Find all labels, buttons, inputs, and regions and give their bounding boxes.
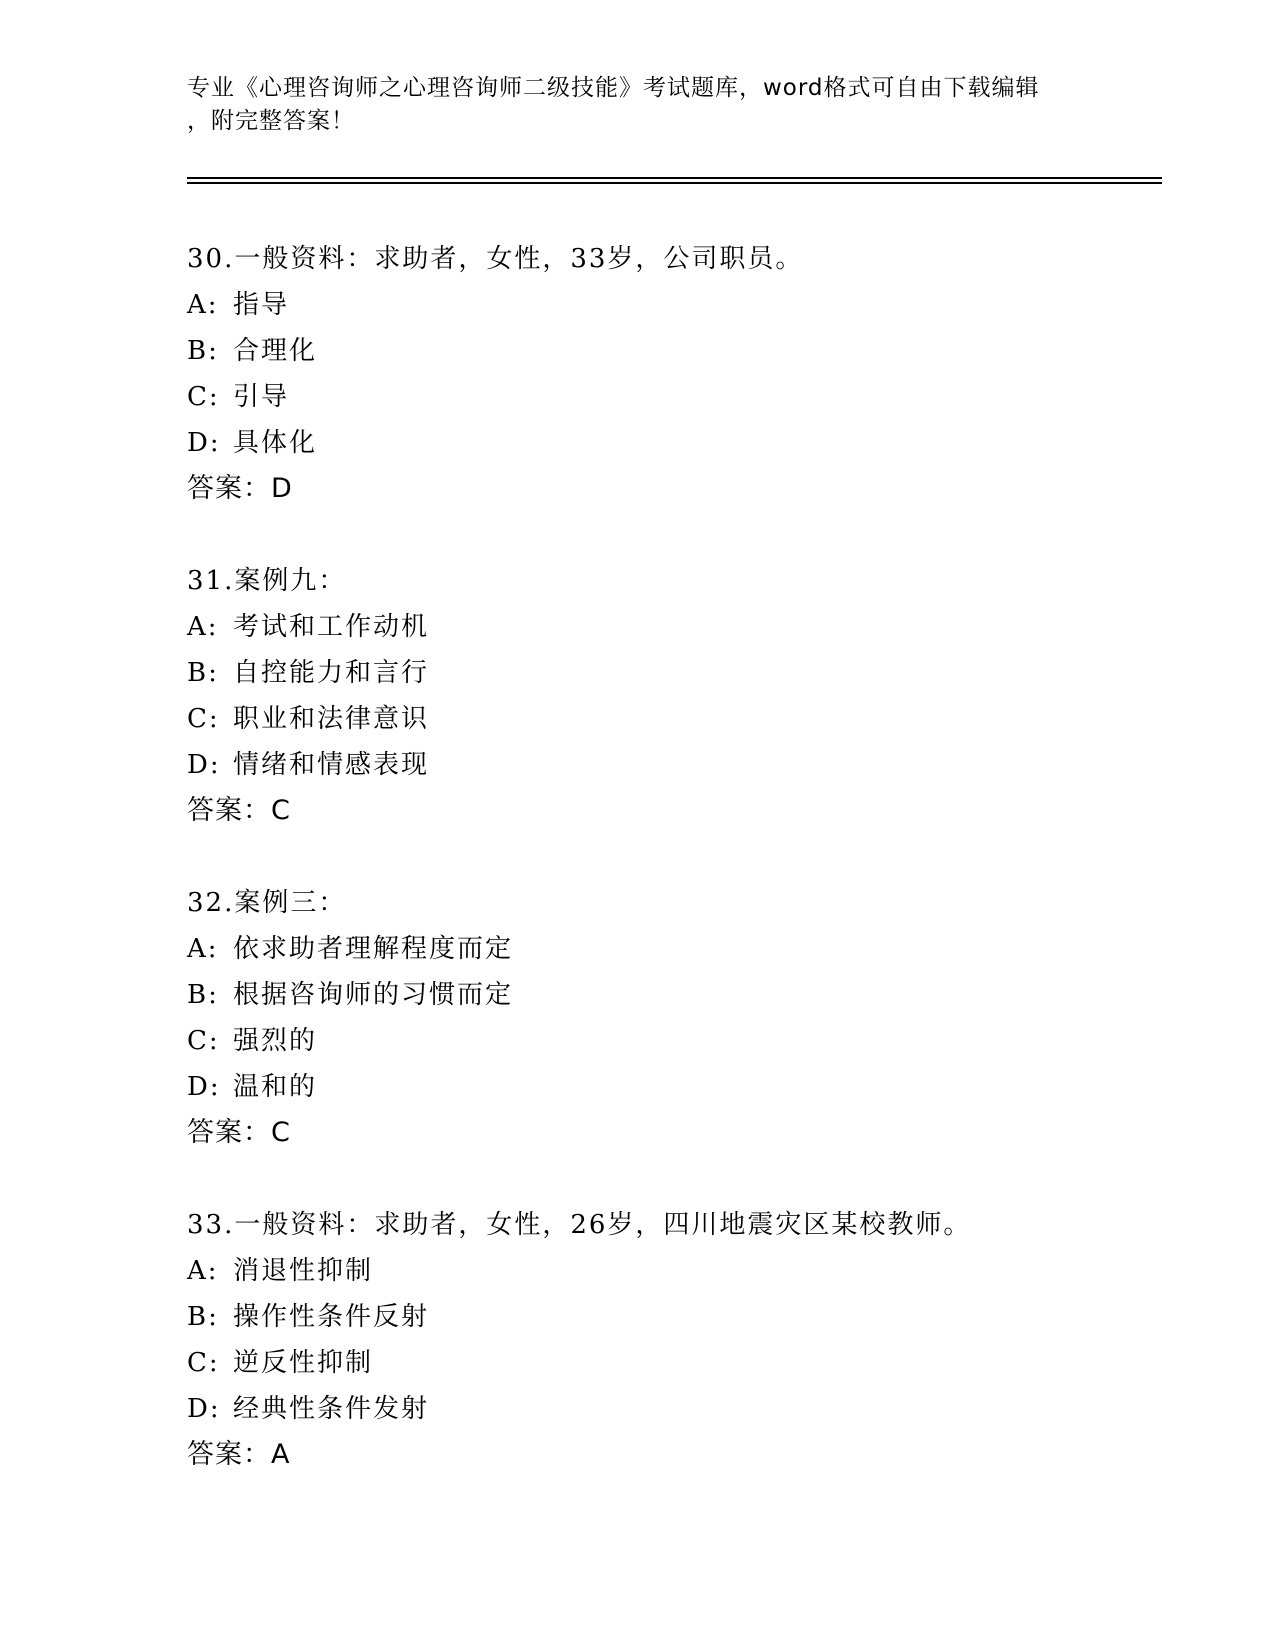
option-letter: C: — [187, 1348, 220, 1378]
option-letter: C: — [187, 382, 220, 412]
answer-line: 答案：C — [187, 1117, 291, 1148]
question-item — [187, 558, 1147, 834]
option-a — [187, 926, 1147, 972]
question-item — [187, 236, 1147, 512]
option-text: 情绪和情感表现 — [233, 750, 430, 780]
option-d — [187, 742, 1147, 788]
option-text: 温和的 — [233, 1072, 318, 1102]
option-letter: B: — [187, 1302, 219, 1332]
option-c — [187, 374, 1147, 420]
answer-line: 答案：D — [187, 473, 293, 504]
option-letter: D: — [187, 1072, 221, 1102]
option-b — [187, 650, 1147, 696]
option-letter: A: — [187, 290, 219, 320]
option-c — [187, 1340, 1147, 1386]
option-a — [187, 604, 1147, 650]
option-b — [187, 972, 1147, 1018]
option-d — [187, 1064, 1147, 1110]
option-text: 自控能力和言行 — [233, 658, 430, 688]
question-title: 33.一般资料：求助者，女性，26岁，四川地震灾区某校教师。 — [187, 1210, 972, 1240]
question-list — [187, 236, 1147, 1524]
header-divider-bottom — [187, 182, 1162, 184]
option-text: 指导 — [233, 290, 290, 320]
option-letter: B: — [187, 336, 219, 366]
option-b — [187, 1294, 1147, 1340]
option-letter: B: — [187, 658, 219, 688]
option-text: 逆反性抑制 — [233, 1348, 374, 1378]
question-item — [187, 1202, 1147, 1478]
option-letter: A: — [187, 934, 219, 964]
option-letter: B: — [187, 980, 219, 1010]
option-text: 合理化 — [233, 336, 318, 366]
option-text: 消退性抑制 — [233, 1256, 374, 1286]
option-text: 职业和法律意识 — [233, 704, 430, 734]
option-b — [187, 328, 1147, 374]
option-text: 具体化 — [233, 428, 318, 458]
option-text: 引导 — [233, 382, 290, 412]
option-d — [187, 1386, 1147, 1432]
answer-line: 答案：C — [187, 795, 291, 826]
option-letter: D: — [187, 750, 221, 780]
option-letter: D: — [187, 428, 221, 458]
option-text: 经典性条件发射 — [233, 1394, 430, 1424]
option-letter: C: — [187, 1026, 220, 1056]
option-letter: A: — [187, 1256, 219, 1286]
document-header — [187, 72, 1087, 138]
option-text: 强烈的 — [233, 1026, 318, 1056]
option-d — [187, 420, 1147, 466]
option-a — [187, 1248, 1147, 1294]
option-text: 操作性条件反射 — [233, 1302, 430, 1332]
option-a — [187, 282, 1147, 328]
question-item — [187, 880, 1147, 1156]
option-letter: C: — [187, 704, 220, 734]
option-text: 依求助者理解程度而定 — [233, 934, 514, 964]
option-c — [187, 696, 1147, 742]
option-text: 考试和工作动机 — [233, 612, 430, 642]
option-letter: A: — [187, 612, 219, 642]
header-divider-top — [187, 177, 1162, 179]
option-c — [187, 1018, 1147, 1064]
question-title: 31.案例九： — [187, 566, 347, 596]
answer-line: 答案：A — [187, 1439, 291, 1470]
question-title: 32.案例三： — [187, 888, 347, 918]
question-title: 30.一般资料：求助者，女性，33岁，公司职员。 — [187, 244, 804, 274]
option-letter: D: — [187, 1394, 221, 1424]
option-text: 根据咨询师的习惯而定 — [233, 980, 514, 1010]
header-line-1: 专业《心理咨询师之心理咨询师二级技能》考试题库，word格式可自由下载编辑 — [187, 75, 1040, 101]
header-line-2: ，附完整答案！ — [187, 108, 355, 134]
